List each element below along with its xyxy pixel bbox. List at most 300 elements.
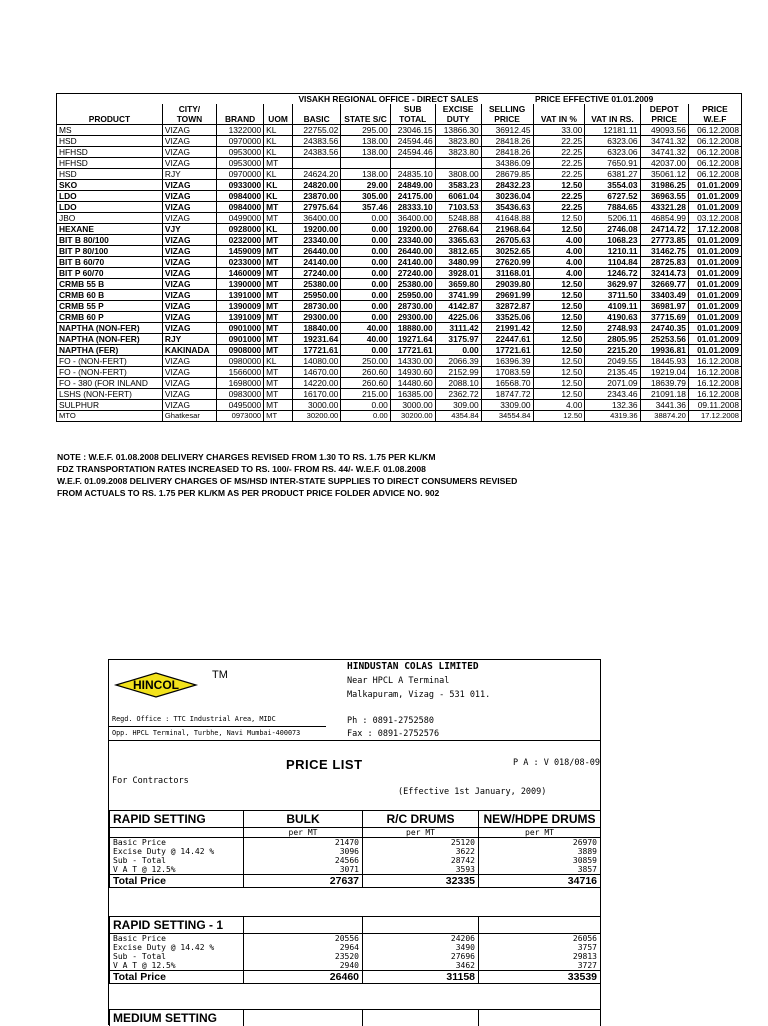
table-cell [341,158,390,169]
table-cell: 36912.45 [481,125,533,136]
table-cell: 40.00 [341,334,390,345]
table-row [57,334,742,345]
table-cell: FO - 380 (FOR INLAND [57,378,163,389]
table-row [57,312,742,323]
table-cell: 41648.88 [481,213,533,224]
table-cell: VIZAG [162,301,216,312]
table-row [57,136,742,147]
table-row: V A T @ 12.5% 3071 3593 3857 [110,865,601,875]
table-cell: MT [264,345,293,356]
table-cell: VIZAG [162,125,216,136]
table-cell: 4225.06 [435,312,481,323]
table-cell: JBO [57,213,163,224]
table-cell: 2805.95 [585,334,640,345]
table-cell: 215.00 [341,389,390,400]
table-cell [435,158,481,169]
table-cell: VIZAG [162,290,216,301]
table-cell: 12.50 [533,345,585,356]
table-cell: 0.00 [341,411,390,422]
table-cell: CRMB 60 B [57,290,163,301]
table-cell: MT [264,400,293,411]
table-cell: KL [264,147,293,158]
table-row [57,345,742,356]
fax-number: Fax : 0891-2752576 [347,729,439,739]
divider [109,726,326,727]
table-cell: 1068.23 [585,235,640,246]
table-cell: 2343.46 [585,389,640,400]
total-row: Total Price 27637 32335 34716 [110,875,601,888]
table-cell: 0499000 [216,213,263,224]
table-cell: 21991.42 [481,323,533,334]
table-cell: 29.00 [341,180,390,191]
table-cell: 0984000 [216,191,263,202]
table-cell: 37715.69 [640,312,688,323]
table-cell: 01.01.2009 [688,323,741,334]
table-cell: MT [264,334,293,345]
table-cell: MT [264,235,293,246]
rapid-setting-1-table [109,916,601,984]
regd-office-line2: Opp. HPCL Terminal, Turbhe, Navi Mumbai-400073 [112,729,300,737]
column-header-top [341,104,390,114]
table-cell: 2135.45 [585,367,640,378]
table-cell: VJY [162,224,216,235]
table-cell: KL [264,169,293,180]
table-cell: 19271.64 [390,334,435,345]
table-cell: VIZAG [162,246,216,257]
table-row: Basic Price 20556 24206 26056 [110,934,601,944]
table-cell: 31986.25 [640,180,688,191]
table-cell: 25380.00 [390,279,435,290]
table-cell: BIT B 80/100 [57,235,163,246]
table-cell: 17.12.2008 [688,411,741,422]
table-cell: MT [264,378,293,389]
column-header-top [264,104,293,114]
table-cell: 06.12.2008 [688,125,741,136]
table-cell: 138.00 [341,169,390,180]
table-cell: 49093.56 [640,125,688,136]
table-cell: 138.00 [341,147,390,158]
table-cell: 28418.26 [481,136,533,147]
table-cell [390,158,435,169]
regional-price-table [56,93,742,422]
table-cell: VIZAG [162,389,216,400]
table-cell: 19936.81 [640,345,688,356]
table-cell: HEXANE [57,224,163,235]
table-cell: 24594.46 [390,136,435,147]
table-cell: 14670.00 [292,367,340,378]
table-cell: 31462.75 [640,246,688,257]
header-row-bottom [57,114,742,125]
table-cell: VIZAG [162,268,216,279]
table-cell: 2049.55 [585,356,640,367]
table-cell: 2748.93 [585,323,640,334]
table-cell: 18840.00 [292,323,340,334]
table-cell: 19200.00 [390,224,435,235]
table-cell: 14480.60 [390,378,435,389]
table-cell: 1210.11 [585,246,640,257]
table-cell: 4.00 [533,235,585,246]
table-cell: 3441.36 [640,400,688,411]
table-cell: 0.00 [341,290,390,301]
table-cell: CRMB 55 P [57,301,163,312]
table-cell: 14220.00 [292,378,340,389]
table-row [57,411,742,422]
table-cell: 26440.00 [292,246,340,257]
table-cell: VIZAG [162,279,216,290]
table-cell: VIZAG [162,257,216,268]
table-cell: 28725.83 [640,257,688,268]
table-cell [292,158,340,169]
column-header-top: DEPOT [640,104,688,114]
table-cell: 03.12.2008 [688,213,741,224]
table-cell: 23046.15 [390,125,435,136]
table-cell: 0908000 [216,345,263,356]
table-cell: HSD [57,136,163,147]
table-cell: MT [264,290,293,301]
table-cell: 32414.73 [640,268,688,279]
table-cell: 22.25 [533,147,585,158]
table-cell: 25950.00 [390,290,435,301]
table-cell: 01.01.2009 [688,202,741,213]
table-row [57,290,742,301]
table-cell: 29300.00 [292,312,340,323]
table-cell: 6323.06 [585,147,640,158]
table-cell: 357.46 [341,202,390,213]
table-cell: 2152.99 [435,367,481,378]
table-cell: 4.00 [533,246,585,257]
table-cell: 6323.06 [585,136,640,147]
table-cell: MT [264,367,293,378]
table-cell: 38874.20 [640,411,688,422]
price-table-body [57,125,742,422]
table-cell: 12.50 [533,378,585,389]
table-cell: 36981.97 [640,301,688,312]
table-cell: 01.01.2009 [688,290,741,301]
table-cell: CRMB 55 B [57,279,163,290]
table-cell: LSHS (NON-FERT) [57,389,163,400]
table-cell: BIT P 60/70 [57,268,163,279]
table-cell: CRMB 60 P [57,312,163,323]
table-cell: 32872.87 [481,301,533,312]
table-cell: VIZAG [162,213,216,224]
table-cell: MT [264,202,293,213]
table-cell: 34741.32 [640,147,688,158]
table-row [57,279,742,290]
table-cell: 295.00 [341,125,390,136]
table-cell: 0495000 [216,400,263,411]
column-header: BASIC [292,114,340,125]
table-cell: 01.01.2009 [688,301,741,312]
table-cell: 4354.84 [435,411,481,422]
table-cell: KAKINADA [162,345,216,356]
table-cell: 25253.56 [640,334,688,345]
table-cell: MT [264,158,293,169]
table-cell: 29039.80 [481,279,533,290]
table-cell: 14930.60 [390,367,435,378]
hincol-logo [113,672,199,698]
table-cell: RJY [162,169,216,180]
table-cell: 12.50 [533,323,585,334]
table-cell: 4.00 [533,268,585,279]
table-cell: MS [57,125,163,136]
table-row [57,268,742,279]
table-cell: 22.25 [533,202,585,213]
table-cell: KL [264,125,293,136]
table-title: VISAKH REGIONAL OFFICE - DIRECT SALES [292,94,533,105]
table-cell: 30252.65 [481,246,533,257]
header-row-top [57,104,742,114]
table-cell: 29691.99 [481,290,533,301]
company-name: HINDUSTAN COLAS LIMITED [347,661,479,672]
table-cell: 34741.32 [640,136,688,147]
table-cell: 0953000 [216,158,263,169]
effective-date: (Effective 1st January, 2009) [398,787,546,797]
table-cell: 7103.53 [435,202,481,213]
unit-label: per MT [244,828,363,838]
table-cell: 7650.91 [585,158,640,169]
column-header: W.E.F [688,114,741,125]
company-address-line1: Near HPCL A Terminal [347,676,449,686]
column-header: PRODUCT [57,114,163,125]
table-cell: 01.01.2009 [688,191,741,202]
table-cell: 06.12.2008 [688,169,741,180]
table-cell: VIZAG [162,367,216,378]
table-cell: 22447.61 [481,334,533,345]
table-row [57,301,742,312]
column-header-rc-drums: R/C DRUMS [363,811,479,828]
table-cell: VIZAG [162,323,216,334]
table-cell: 25950.00 [292,290,340,301]
table-row [57,246,742,257]
table-cell: 3823.80 [435,147,481,158]
table-cell: MTO [57,411,163,422]
table-cell: 6727.52 [585,191,640,202]
table-cell: 1390009 [216,301,263,312]
table-cell: 12.50 [533,312,585,323]
table-cell: 16385.00 [390,389,435,400]
table-row: V A T @ 12.5% 2940 3462 3727 [110,961,601,971]
table-cell: 06.12.2008 [688,158,741,169]
table-cell: 22.25 [533,136,585,147]
table-cell: 0983000 [216,389,263,400]
table-cell: 0953000 [216,147,263,158]
column-header: VAT IN % [533,114,585,125]
table-cell: 12.50 [533,180,585,191]
table-cell: 138.00 [341,136,390,147]
table-cell: 2215.20 [585,345,640,356]
table-cell: 22.25 [533,169,585,180]
table-cell: 14330.00 [390,356,435,367]
column-header-top: SELLING [481,104,533,114]
table-cell: VIZAG [162,158,216,169]
table-cell: 24140.00 [292,257,340,268]
table-cell: 6061.04 [435,191,481,202]
column-header: UOM [264,114,293,125]
table-cell: LDO [57,202,163,213]
table-cell: 27620.99 [481,257,533,268]
table-cell: VIZAG [162,191,216,202]
table-cell: 30200.00 [292,411,340,422]
unit-label: per MT [479,828,601,838]
table-cell: 27240.00 [292,268,340,279]
table-cell: 1104.84 [585,257,640,268]
table-row [57,356,742,367]
table-cell: 0.00 [435,345,481,356]
table-cell: 0970000 [216,169,263,180]
table-cell: MT [264,213,293,224]
table-cell: 12.50 [533,367,585,378]
table-cell: 0901000 [216,334,263,345]
table-cell: 6381.27 [585,169,640,180]
table-cell: VIZAG [162,378,216,389]
table-cell: VIZAG [162,202,216,213]
table-cell: 26705.63 [481,235,533,246]
table-cell: 06.12.2008 [688,147,741,158]
table-cell: 12.50 [533,389,585,400]
table-cell: 0.00 [341,279,390,290]
table-cell: 28432.23 [481,180,533,191]
table-cell: 16.12.2008 [688,378,741,389]
note-line: FROM ACTUALS TO RS. 1.75 PER KL/KM AS PER PRODUCT PRICE FOLDER ADVICE NO. 902 [57,487,517,499]
table-cell: 17721.61 [292,345,340,356]
table-cell: MT [264,279,293,290]
table-cell: 0901000 [216,323,263,334]
table-cell: 40.00 [341,323,390,334]
table-cell: 4.00 [533,400,585,411]
table-row [57,191,742,202]
table-cell: 1391009 [216,312,263,323]
table-cell: FO - (NON-FERT) [57,356,163,367]
table-row: Excise Duty @ 14.42 % 2964 3490 3757 [110,943,601,952]
table-cell: 01.01.2009 [688,268,741,279]
table-row [57,125,742,136]
table-cell: 34386.09 [481,158,533,169]
table-row [57,169,742,180]
table-row [57,180,742,191]
notes-block [57,451,517,499]
table-cell: 36963.55 [640,191,688,202]
table-cell: 24175.00 [390,191,435,202]
table-cell: 22.25 [533,191,585,202]
table-cell: 1246.72 [585,268,640,279]
table-cell: 3175.97 [435,334,481,345]
table-cell: 17.12.2008 [688,224,741,235]
table-cell: HSD [57,169,163,180]
table-cell: 4190.63 [585,312,640,323]
table-cell: VIZAG [162,235,216,246]
column-header-top [216,104,263,114]
table-cell: Ghatkesar [162,411,216,422]
table-cell: 12181.11 [585,125,640,136]
table-cell: 24140.00 [390,257,435,268]
table-row [57,257,742,268]
table-cell: 260.60 [341,378,390,389]
column-header-new-hdpe-drums: NEW/HDPE DRUMS [479,811,601,828]
table-cell: MT [264,312,293,323]
table-cell: 28679.85 [481,169,533,180]
table-cell: 1566000 [216,367,263,378]
table-cell: 0.00 [341,345,390,356]
table-cell: 132.36 [585,400,640,411]
column-header-top [292,104,340,114]
table-cell: 12.50 [533,213,585,224]
table-cell: HFHSD [57,147,163,158]
table-cell: 260.60 [341,367,390,378]
table-cell: 18445.93 [640,356,688,367]
table-row [57,389,742,400]
table-row: Sub - Total 24566 28742 30859 [110,856,601,865]
table-cell: 01.01.2009 [688,180,741,191]
table-cell: 34554.84 [481,411,533,422]
table-cell: 30200.00 [390,411,435,422]
table-cell: 01.01.2009 [688,279,741,290]
table-cell: 1322000 [216,125,263,136]
column-header-top: PRICE [688,104,741,114]
table-cell: 0233000 [216,257,263,268]
table-cell: 24835.10 [390,169,435,180]
table-cell: 4319.36 [585,411,640,422]
table-cell: 24820.00 [292,180,340,191]
table-cell: MT [264,268,293,279]
column-header: STATE S/C [341,114,390,125]
section-title: RAPID SETTING [110,811,244,828]
table-cell: 0980000 [216,356,263,367]
table-cell: 0.00 [341,235,390,246]
table-cell: RJY [162,334,216,345]
table-row [57,400,742,411]
hincol-price-list [108,659,601,1025]
table-cell: 3808.00 [435,169,481,180]
table-cell: 16170.00 [292,389,340,400]
table-cell: 24383.56 [292,136,340,147]
table-cell: 24594.46 [390,147,435,158]
table-cell: 27240.00 [390,268,435,279]
column-header-top [57,104,163,114]
table-cell: 16396.39 [481,356,533,367]
table-cell: 24624.20 [292,169,340,180]
table-cell: 3823.80 [435,136,481,147]
table-cell: KL [264,136,293,147]
table-cell: 3365.63 [435,235,481,246]
table-cell: 28418.26 [481,147,533,158]
table-cell: MT [264,323,293,334]
phone-number: Ph : 0891-2752580 [347,716,434,726]
for-contractors: For Contractors [112,776,189,786]
table-cell: 26440.00 [390,246,435,257]
table-row [57,378,742,389]
table-cell: 12.50 [533,301,585,312]
table-cell: 33525.06 [481,312,533,323]
table-cell: 46854.99 [640,213,688,224]
table-cell: 3928.01 [435,268,481,279]
table-title-row [57,94,742,105]
table-cell: 2746.08 [585,224,640,235]
table-cell: 28333.10 [390,202,435,213]
table-cell: 19231.64 [292,334,340,345]
table-cell: 25380.00 [292,279,340,290]
table-cell: 12.50 [533,411,585,422]
table-row: Basic Price 21470 25120 26970 [110,838,601,848]
table-cell: 01.01.2009 [688,257,741,268]
table-cell: 06.12.2008 [688,136,741,147]
table-cell: 22755.02 [292,125,340,136]
table-cell: BIT P 80/100 [57,246,163,257]
table-cell: 24849.00 [390,180,435,191]
table-cell: 24714.72 [640,224,688,235]
table-cell: 16568.70 [481,378,533,389]
table-cell: 0.00 [341,268,390,279]
table-cell: 19219.04 [640,367,688,378]
